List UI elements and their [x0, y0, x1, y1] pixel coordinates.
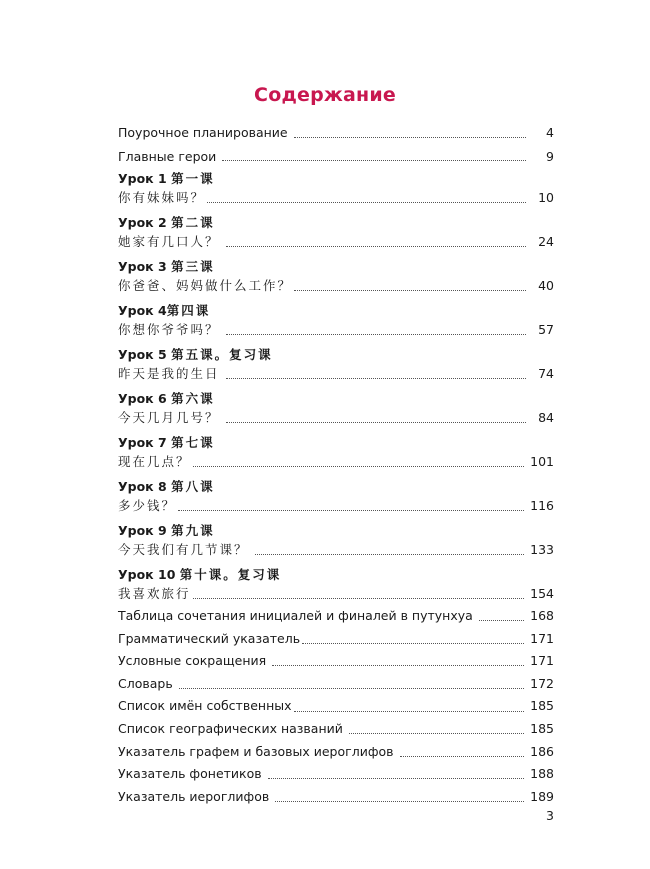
- lesson-subtitle: 今天我们有几节课？: [118, 542, 249, 557]
- toc-label: Главные герои: [118, 148, 217, 164]
- toc-entry-proper-names[interactable]: [118, 695, 554, 718]
- toc-lesson-2[interactable]: [118, 214, 554, 251]
- dot-leader: [268, 777, 525, 779]
- lesson-subtitle: 多少钱？: [118, 498, 177, 513]
- page-number-folio: 3: [546, 808, 554, 823]
- lesson-heading: [118, 302, 554, 320]
- dot-leader: [302, 642, 524, 644]
- toc-page-number: 9: [546, 148, 554, 164]
- toc-entry-phonetics-index[interactable]: [118, 763, 554, 786]
- toc-entry-characters-index[interactable]: [118, 786, 554, 809]
- lesson-heading-ru: Урок 8: [118, 479, 167, 494]
- dot-leader: [294, 710, 525, 712]
- toc-page-number: 189: [530, 788, 554, 804]
- toc-page-number: 101: [530, 454, 554, 469]
- toc-label: Грамматический указатель: [118, 630, 301, 646]
- toc-page-number: 24: [538, 234, 554, 249]
- dot-leader: [207, 201, 526, 203]
- lesson-heading-zh: 第十课。复习课: [179, 567, 282, 582]
- dot-leader: [179, 687, 524, 689]
- toc-page-number: 4: [546, 125, 554, 140]
- dot-leader: [178, 509, 524, 511]
- lesson-heading-zh: 第三课: [171, 259, 215, 274]
- toc-label: Указатель графем и базовых иероглифов: [118, 743, 394, 759]
- lesson-subtitle: 她家有几口人？: [118, 234, 220, 249]
- toc-page-number: 154: [530, 586, 554, 601]
- dot-leader: [349, 732, 524, 734]
- lesson-subtitle: 我喜欢旅行: [118, 586, 191, 601]
- lesson-heading-ru: Урок 2: [118, 215, 167, 230]
- toc-lesson-3[interactable]: [118, 258, 554, 295]
- toc-page-number: 74: [538, 366, 554, 381]
- dot-leader: [226, 245, 526, 247]
- toc-page-number: 188: [530, 766, 554, 782]
- lesson-heading: [118, 214, 554, 232]
- toc-page-number: 186: [530, 743, 554, 759]
- lesson-heading-zh: 第一课: [171, 171, 215, 186]
- dot-leader: [275, 800, 524, 802]
- lesson-subtitle: 昨天是我的生日: [118, 366, 220, 381]
- lesson-heading-ru: Урок 6: [118, 391, 167, 406]
- toc-entry-main-characters[interactable]: [118, 145, 554, 169]
- lesson-heading-zh: 第七课: [171, 435, 215, 450]
- lesson-subtitle: 你有妹妹吗？: [118, 190, 206, 205]
- lesson-subtitle: 今天几月几号？: [118, 410, 220, 425]
- toc-page-number: 171: [530, 630, 554, 646]
- dot-leader: [193, 465, 525, 467]
- dot-leader: [226, 333, 526, 335]
- lesson-heading-zh: 第二课: [171, 215, 215, 230]
- dot-leader: [294, 289, 526, 291]
- toc-lesson-7[interactable]: [118, 434, 554, 471]
- dot-leader: [400, 755, 525, 757]
- toc-page-number: 185: [530, 698, 554, 714]
- lesson-heading-zh: 第六课: [171, 391, 215, 406]
- lesson-heading: [118, 522, 554, 540]
- toc-entry-lesson-planning[interactable]: [118, 121, 554, 145]
- lesson-heading-zh: 第八课: [171, 479, 215, 494]
- lesson-subtitle: 现在几点？: [118, 454, 191, 469]
- toc-lesson-10[interactable]: [118, 566, 554, 603]
- lesson-heading-zh: 第四课: [166, 303, 211, 318]
- toc-page-number: 84: [538, 410, 554, 425]
- toc-entry-graphemes-index[interactable]: [118, 741, 554, 764]
- toc-label: Поурочное планирование: [118, 125, 288, 140]
- toc-entry-dictionary[interactable]: [118, 673, 554, 696]
- toc-label: Список географических названий: [118, 720, 343, 736]
- toc-lesson-8[interactable]: [118, 478, 554, 515]
- table-of-contents: [118, 121, 554, 808]
- dot-leader: [272, 664, 524, 666]
- toc-lesson-5[interactable]: [118, 346, 554, 383]
- toc-page-number: 172: [530, 675, 554, 691]
- lesson-heading-zh: 第五课。复习课: [171, 347, 273, 362]
- lesson-subtitle: 你想你爷爷吗？: [118, 322, 220, 337]
- toc-label: Указатель фонетиков: [118, 766, 262, 782]
- lesson-heading: [118, 390, 554, 408]
- lesson-subtitle: 你爸爸、妈妈做什么工作？: [118, 278, 293, 293]
- toc-label: Список имён собственных: [118, 698, 292, 714]
- toc-page-number: 40: [538, 278, 554, 293]
- dot-leader: [193, 597, 525, 599]
- lesson-heading-ru: Урок 10: [118, 567, 176, 582]
- dot-leader: [226, 421, 526, 423]
- lesson-heading: [118, 346, 554, 364]
- lesson-heading-ru: Урок 7: [118, 435, 167, 450]
- toc-label: Словарь: [118, 675, 173, 691]
- toc-page-number: 133: [530, 542, 554, 557]
- toc-page-number: 57: [538, 322, 554, 337]
- toc-label: Условные сокращения: [118, 653, 267, 669]
- toc-page-number: 10: [538, 190, 554, 205]
- lesson-heading-ru: Урок 1: [118, 171, 167, 186]
- toc-lesson-1[interactable]: [118, 170, 554, 207]
- toc-page-number: 168: [530, 608, 554, 623]
- dot-leader: [222, 159, 526, 161]
- lesson-heading: [118, 478, 554, 496]
- toc-lesson-6[interactable]: [118, 390, 554, 427]
- toc-page-number: 171: [530, 653, 554, 669]
- lesson-heading-ru: Урок 4: [118, 303, 167, 318]
- toc-label: Таблица сочетания инициалей и финалей в путунхуа: [118, 608, 473, 623]
- dot-leader: [294, 136, 526, 138]
- lesson-heading: [118, 434, 554, 452]
- page-title: Содержание: [254, 84, 396, 106]
- lesson-heading-ru: Урок 5: [118, 347, 167, 362]
- toc-page-number: 116: [530, 498, 554, 513]
- toc-label: Указатель иероглифов: [118, 788, 270, 804]
- toc-entry-initials-finals-table[interactable]: [118, 605, 554, 628]
- toc-lesson-4[interactable]: [118, 302, 554, 339]
- toc-page-number: 185: [530, 720, 554, 736]
- dot-leader: [255, 553, 525, 555]
- dot-leader: [226, 377, 526, 379]
- dot-leader: [479, 619, 524, 621]
- toc-entry-abbreviations[interactable]: [118, 650, 554, 673]
- lesson-heading-ru: Урок 9: [118, 523, 167, 538]
- lesson-heading: [118, 566, 554, 584]
- lesson-heading: [118, 258, 554, 276]
- toc-entry-grammar-index[interactable]: [118, 628, 554, 651]
- toc-entry-geographic-names[interactable]: [118, 718, 554, 741]
- lesson-heading: [118, 170, 554, 188]
- lesson-heading-zh: 第九课: [171, 523, 215, 538]
- toc-lesson-9[interactable]: [118, 522, 554, 559]
- lesson-heading-ru: Урок 3: [118, 259, 167, 274]
